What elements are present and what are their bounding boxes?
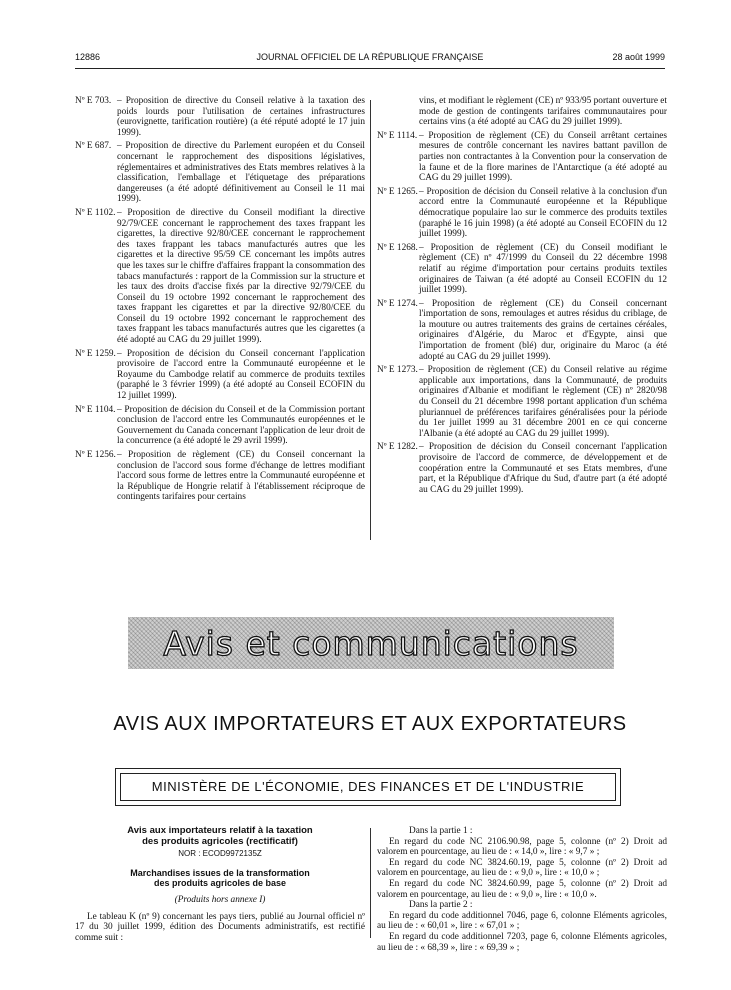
entry-text: – Proposition de décision du Conseil concernant l'application provisoire de l'accord de commerce, de développement et de coopération entre la Communauté et ses Etats membres, d'une part, et la République d'Afrique du Sud, d'autre part (a été adopté au CAG du 29 juillet 1999). xyxy=(419,442,667,495)
entry-text: – Proposition de décision du Conseil concernant l'application provisoire de l'accord entre la Communauté européenne et le Royaume du Cambodge relatif au commerce de produits textiles (paraphé le 3 février 1999) (a été adopté au Conseil ECOFIN du 12 juillet 1999). xyxy=(117,348,365,402)
entry-text: – Proposition de règlement (CE) du Conseil arrêtant certaines mesures de contrôle concernant les navires battant pavillon de parties non contractantes à la Convention pour la conservation de la faune et de la flore marines de l'Antarctique (a été adopté au CAG du 29 juillet 1999). xyxy=(419,130,667,184)
corrections-block xyxy=(377,826,667,953)
entry-number: Nº E 1274. xyxy=(377,298,418,309)
list-item xyxy=(377,131,667,184)
entry-number: Nº E 703. xyxy=(75,96,112,106)
list-item xyxy=(377,187,667,240)
column-divider xyxy=(370,100,371,540)
notice-body: Le tableau K (nº 9) concernant les pays tiers, publié au Journal officiel nº 17 du 30 juillet 1999, édition des Documents administratifs, est rectifié comme suit : xyxy=(75,911,365,943)
entry-number: Nº E 1104. xyxy=(75,404,116,415)
notice-block xyxy=(75,826,365,943)
continuation-text: vins, et modifiant le règlement (CE) nº 933/95 portant ouverture et mode de gestion de contingents tarifaires communautaires pour certains vins (a été adopté au CAG du 29 juillet 1999). xyxy=(419,96,667,128)
page-number: 12886 xyxy=(75,52,101,62)
list-item xyxy=(75,450,365,503)
column-divider xyxy=(370,828,371,938)
entry-text: – Proposition de décision du Conseil et de la Commission portant conclusion de l'accord entre les Communautés européennes et le Gouvernement du Canada concernant l'application de leur droit de la concurrence (a été adopté le 29 avril 1999). xyxy=(117,404,365,447)
entry-text: – Proposition de règlement (CE) du Conseil relative au régime applicable aux importations, dans la Communauté, de produits originaires d'Albanie et modifiant le règlement (CE) nº 2820/98 du Conseil du 21 décembre 1998 portant application d'un schéma pluriannuel de préférences tarifaires généralisées pour la période du 1er juillet 1999 au 31 décembre 2001 en ce qui concerne l'Albanie (a été adopté au CAG du 29 juillet 1999). xyxy=(419,365,667,439)
list-item xyxy=(75,349,365,402)
correction-line: En regard du code additionnel 7203, page 6, colonne Eléments agricoles, au lieu de : « 68,39 », lire : « 69,39 » ; xyxy=(377,931,667,953)
section-heading: AVIS AUX IMPORTATEURS ET AUX EXPORTATEURS xyxy=(113,713,627,735)
notice-subtitle-line-2: des produits agricoles de base xyxy=(153,878,287,889)
list-item xyxy=(377,442,667,495)
journal-title: JOURNAL OFFICIEL DE LA RÉPUBLIQUE FRANÇAISE xyxy=(256,52,484,62)
ministry-box xyxy=(120,773,616,801)
correction-line: En regard du code additionnel 7046, page 6, colonne Eléments agricoles, au lieu de : « 60,01 », lire : « 67,01 » ; xyxy=(377,910,667,932)
left-column xyxy=(75,96,365,506)
entry-text: – Proposition de directive du Conseil relative à la taxation des poids lourds pour l'utilisation de certaines infrastructures (eurovignette, tarification routière) (a été réputé adopté le 17 juin 1999). xyxy=(117,96,365,138)
banner-title: Avis et communications xyxy=(163,623,579,663)
entry-continuation xyxy=(377,96,667,128)
entry-number: Nº E 1256. xyxy=(75,450,116,460)
entry-number: Nº E 687. xyxy=(75,141,112,152)
nor-reference: NOR : ECOD9972135Z xyxy=(178,849,262,859)
list-item xyxy=(75,141,365,205)
right-column xyxy=(377,96,667,498)
entry-text: – Proposition de règlement (CE) du Conseil concernant la conclusion de l'accord sous forme d'échange de lettres modifiant l'accord sous forme de lettres entre la Communauté européenne et la République de Hongrie relatif à l'établissement réciproque de contingents tarifaires pour certains xyxy=(117,450,365,503)
issue-date: 28 août 1999 xyxy=(612,52,665,62)
notice-title-line-1: Avis aux importateurs relatif à la taxation xyxy=(127,825,313,836)
part-heading: Dans la partie 1 : xyxy=(409,826,473,836)
entry-text: – Proposition de directive du Conseil modifiant la directive 92/79/CEE concernant le rapprochement des taxes frappant les cigarettes, la directive 92/80/CEE concernant le rapprochement des taxes frappant les tabacs manufacturés autres que les cigarettes et la directive 95/59 CE concernant les impôts autres que les taxes sur le chiffre d'affaires frappant la consommation des tabacs manufacturés : rapport de la Commission sur la structure et les taux des droits d'accise fixés par la directive 92/79/CEE du Conseil du 19 octobre 1992 concernant le rapprochement des taxes frappant les cigarettes et par la directive 92/80/CEE du Conseil du 19 octobre 1992 concernant le rapprochement des taxes frappant les tabacs manufacturés autres que les cigarettes (a été adopté au CAG du 29 juillet 1999). xyxy=(117,207,365,346)
annex-note: (Produits hors annexe I) xyxy=(174,894,266,905)
section-banner xyxy=(128,617,614,669)
correction-line: En regard du code NC 2106.90.98, page 5, colonne (nº 2) Droit ad valorem en pourcentage, au lieu de : « 14,0 », lire : « 9,7 » ; xyxy=(377,836,667,858)
entry-number: Nº E 1273. xyxy=(377,365,418,376)
entry-number: Nº E 1259. xyxy=(75,348,116,359)
list-item xyxy=(75,405,365,447)
correction-line: En regard du code NC 3824.60.99, page 5, colonne (nº 2) Droit ad valorem en pourcentage, au lieu de : « 9,0 », lire : « 10,0 ». xyxy=(377,878,667,900)
entry-number: Nº E 1282. xyxy=(377,442,418,453)
list-item xyxy=(377,243,667,296)
header-rule xyxy=(75,68,665,69)
entry-number: Nº E 1114. xyxy=(377,130,418,141)
entry-text: – Proposition de directive du Parlement européen et du Conseil concernant le rapprochement des dispositions législatives, réglementaires et administratives des Etats membres relatives à la classification, l'emballage et l'étiquetage des préparations dangereuses (a été adopté définitivement au Conseil le 11 mai 1999). xyxy=(117,141,365,205)
list-item xyxy=(377,299,667,363)
entry-text: – Proposition de règlement (CE) du Conseil modifiant le règlement (CE) nº 47/1999 du Conseil du 22 décembre 1998 relatif au régime d'importation pour certains produits textiles originaires de Taiwan (a été adopté au Conseil ECOFIN du 12 juillet 1999). xyxy=(419,242,667,296)
ministry-name: MINISTÈRE DE L'ÉCONOMIE, DES FINANCES ET DE L'INDUSTRIE xyxy=(151,779,585,794)
list-item xyxy=(75,208,365,346)
entry-text: – Proposition de règlement (CE) du Conseil concernant l'importation de sons, remoulages et autres résidus du criblage, de la mouture ou autres traitements des grains de certaines céréales, originaires d'Algérie, du Maroc et d'Egypte, ainsi que l'importation de froment (blé) dur, originaire du Maroc (a été adopté au CAG du 29 juillet 1999). xyxy=(419,298,667,362)
page-header xyxy=(75,52,665,68)
entry-number: Nº E 1268. xyxy=(377,242,418,253)
entry-number: Nº E 1265. xyxy=(377,186,418,197)
list-item xyxy=(377,365,667,439)
part-heading: Dans la partie 2 : xyxy=(409,900,473,911)
notice-title-line-2: des produits agricoles (rectificatif) xyxy=(142,835,298,847)
correction-line: En regard du code NC 3824.60.19, page 5, colonne (nº 2) Droit ad valorem en pourcentage, au lieu de : « 9,0 », lire : « 10,0 » ; xyxy=(377,857,667,879)
entry-number: Nº E 1102. xyxy=(75,207,116,218)
entry-text: – Proposition de décision du Conseil relative à la conclusion d'un accord entre la Communauté européenne et la République démocratique populaire lao sur le commerce des produits textiles (paraphé le 16 juin 1998) (a été adopté au Conseil ECOFIN du 12 juillet 1999). xyxy=(419,186,667,240)
list-item xyxy=(75,96,365,138)
notice-subtitle-line-1: Marchandises issues de la transformation xyxy=(130,867,310,878)
